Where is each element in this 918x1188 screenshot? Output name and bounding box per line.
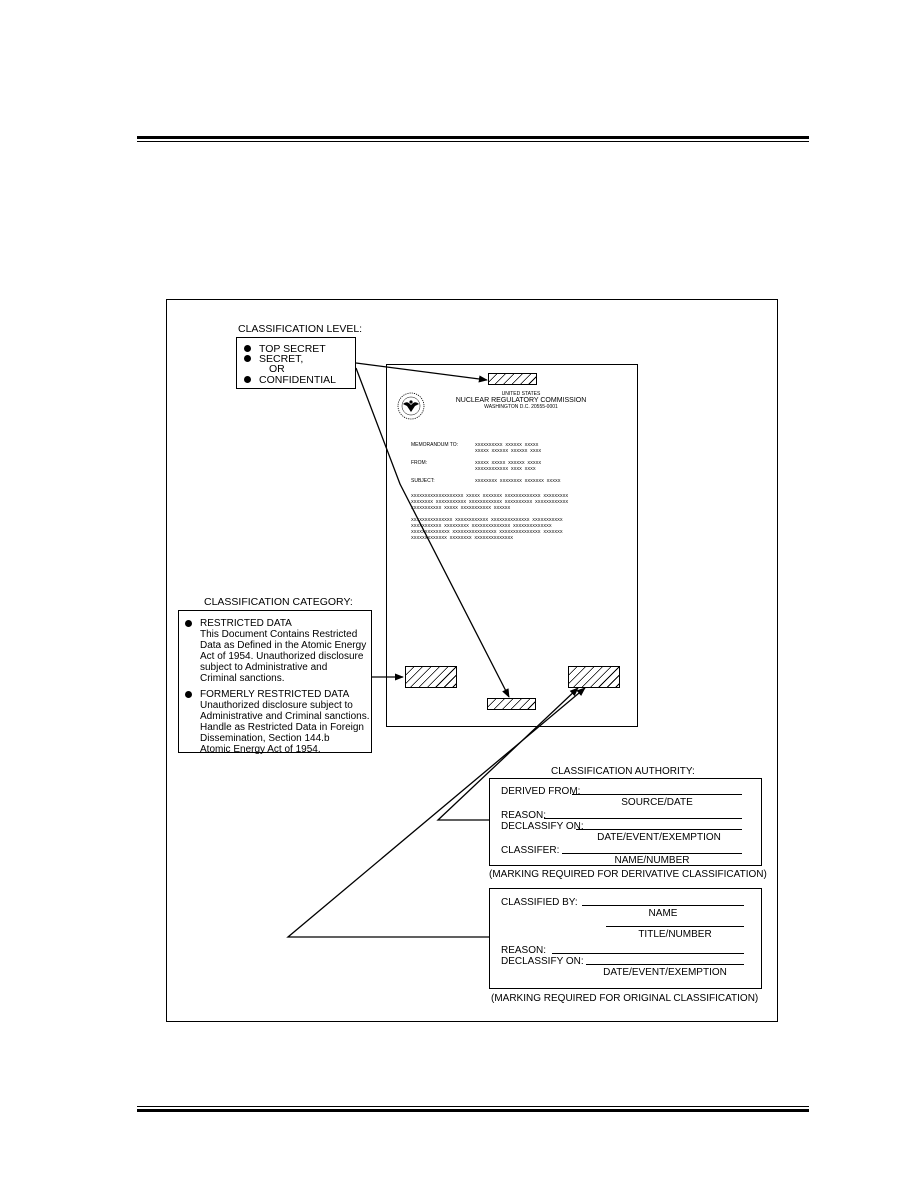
restricted-data-line-4: subject to Administrative and: [200, 662, 328, 673]
memo-to-label: MEMORANDUM TO:: [411, 442, 459, 448]
agency-line-1: UNITED STATES: [501, 391, 541, 397]
level-item-confidential: CONFIDENTIAL: [244, 375, 336, 386]
original-classification-note: (MARKING REQUIRED FOR ORIGINAL CLASSIFICATION): [491, 993, 759, 1004]
level-item-or: OR: [269, 363, 285, 375]
level-item-secret: SECRET,: [244, 354, 303, 365]
restricted-data-line-1: This Document Contains Restricted: [200, 629, 358, 640]
memo-to-value-1: XXXXXXXXXX XXXXXX XXXXX: [475, 443, 539, 448]
memo-to-value-2: XXXXX XXXXXX XXXXXX XXXX: [475, 449, 542, 454]
classified-by-label: CLASSIFIED BY:: [501, 897, 578, 908]
derived-from-label: DERIVED FROM:: [501, 786, 581, 797]
reason-label: REASON:: [501, 810, 547, 821]
date-event-exemption-caption: DATE/EVENT/EXEMPTION: [597, 832, 721, 843]
body-paragraph-1-line-1: XXXXXXXXXXXXXXXXXXX XXXXX XXXXXXX XXXXXXXXXXXXX XXXXXXXXX: [411, 494, 569, 499]
title-number-caption: TITLE/NUMBER: [638, 929, 712, 940]
body-paragraph-2-line-3: XXXXXXXXXXXXXX XXXXXXXXXXXXXXXX XXXXXXXXXXXXXXX XXXXXXX: [411, 530, 563, 535]
body-paragraph-2-line-2: XXXXXXXXXXX XXXXXXXXX XXXXXXXXXXXXXX XXXXXXXXXXXXXX: [411, 524, 552, 529]
body-paragraph-2-line-1: XXXXXXXXXXXXXXX XXXXXXXXXXXX XXXXXXXXXXXXXX XXXXXXXXXXX: [411, 518, 563, 523]
restricted-data-line-5: Criminal sanctions.: [200, 673, 285, 684]
formerly-restricted-title: FORMERLY RESTRICTED DATA: [200, 689, 350, 700]
body-paragraph-1-line-2: XXXXXXXX XXXXXXXXXXX XXXXXXXXXXXX XXXXXXXXXX XXXXXXXXXXXX: [411, 500, 569, 505]
formerly-restricted-line-2: Administrative and Criminal sanctions.: [200, 711, 370, 722]
classifier-label: CLASSIFER:: [501, 845, 560, 856]
original-date-event-exemption-caption: DATE/EVENT/EXEMPTION: [603, 967, 727, 978]
derivative-classification-note: (MARKING REQUIRED FOR DERIVATIVE CLASSIFICATION): [489, 869, 767, 880]
body-paragraph-1-line-3: XXXXXXXXXXX XXXXX XXXXXXXXXXX XXXXXX: [411, 506, 511, 511]
agency-line-3: WASHINGTON D.C. 20555-0001: [484, 404, 558, 410]
subject-value: XXXXXXXX XXXXXXXX XXXXXXX XXXXX: [475, 479, 561, 484]
restricted-data-title: RESTRICTED DATA: [200, 618, 292, 629]
classification-category-heading: CLASSIFICATION CATEGORY:: [204, 596, 353, 608]
original-declassify-on-label: DECLASSIFY ON:: [501, 956, 584, 967]
from-value-2: XXXXXXXXXXXX XXXX XXXX: [475, 467, 536, 472]
formerly-restricted-line-3: Handle as Restricted Data in Foreign: [200, 722, 364, 733]
subject-label: SUBJECT:: [411, 478, 435, 484]
restricted-data-line-2: Data as Defined in the Atomic Energy: [200, 640, 367, 651]
source-date-caption: SOURCE/DATE: [621, 797, 693, 808]
classification-level-heading: CLASSIFICATION LEVEL:: [238, 323, 363, 335]
formerly-restricted-line-5: Atomic Energy Act of 1954.: [200, 744, 321, 755]
from-value-1: XXXXX XXXXX XXXXXX XXXXX: [475, 461, 542, 466]
name-caption: NAME: [648, 908, 678, 919]
classification-authority-heading: CLASSIFICATION AUTHORITY:: [551, 766, 695, 777]
from-label: FROM:: [411, 460, 428, 466]
formerly-restricted-line-4: Dissemination, Section 144.b: [200, 733, 330, 744]
formerly-restricted-line-1: Unauthorized disclosure subject to: [200, 700, 353, 711]
original-reason-label: REASON:: [501, 945, 547, 956]
restricted-data-line-3: Act of 1954. Unauthorized disclosure: [200, 651, 364, 662]
level-item-top-secret: TOP SECRET: [244, 344, 326, 355]
name-number-caption: NAME/NUMBER: [614, 855, 690, 866]
declassify-on-label: DECLASSIFY ON:: [501, 821, 584, 832]
agency-line-2: NUCLEAR REGULATORY COMMISSION: [455, 397, 587, 404]
body-paragraph-2-line-4: XXXXXXXXXXXXX XXXXXXXX XXXXXXXXXXXXXX: [411, 536, 513, 541]
